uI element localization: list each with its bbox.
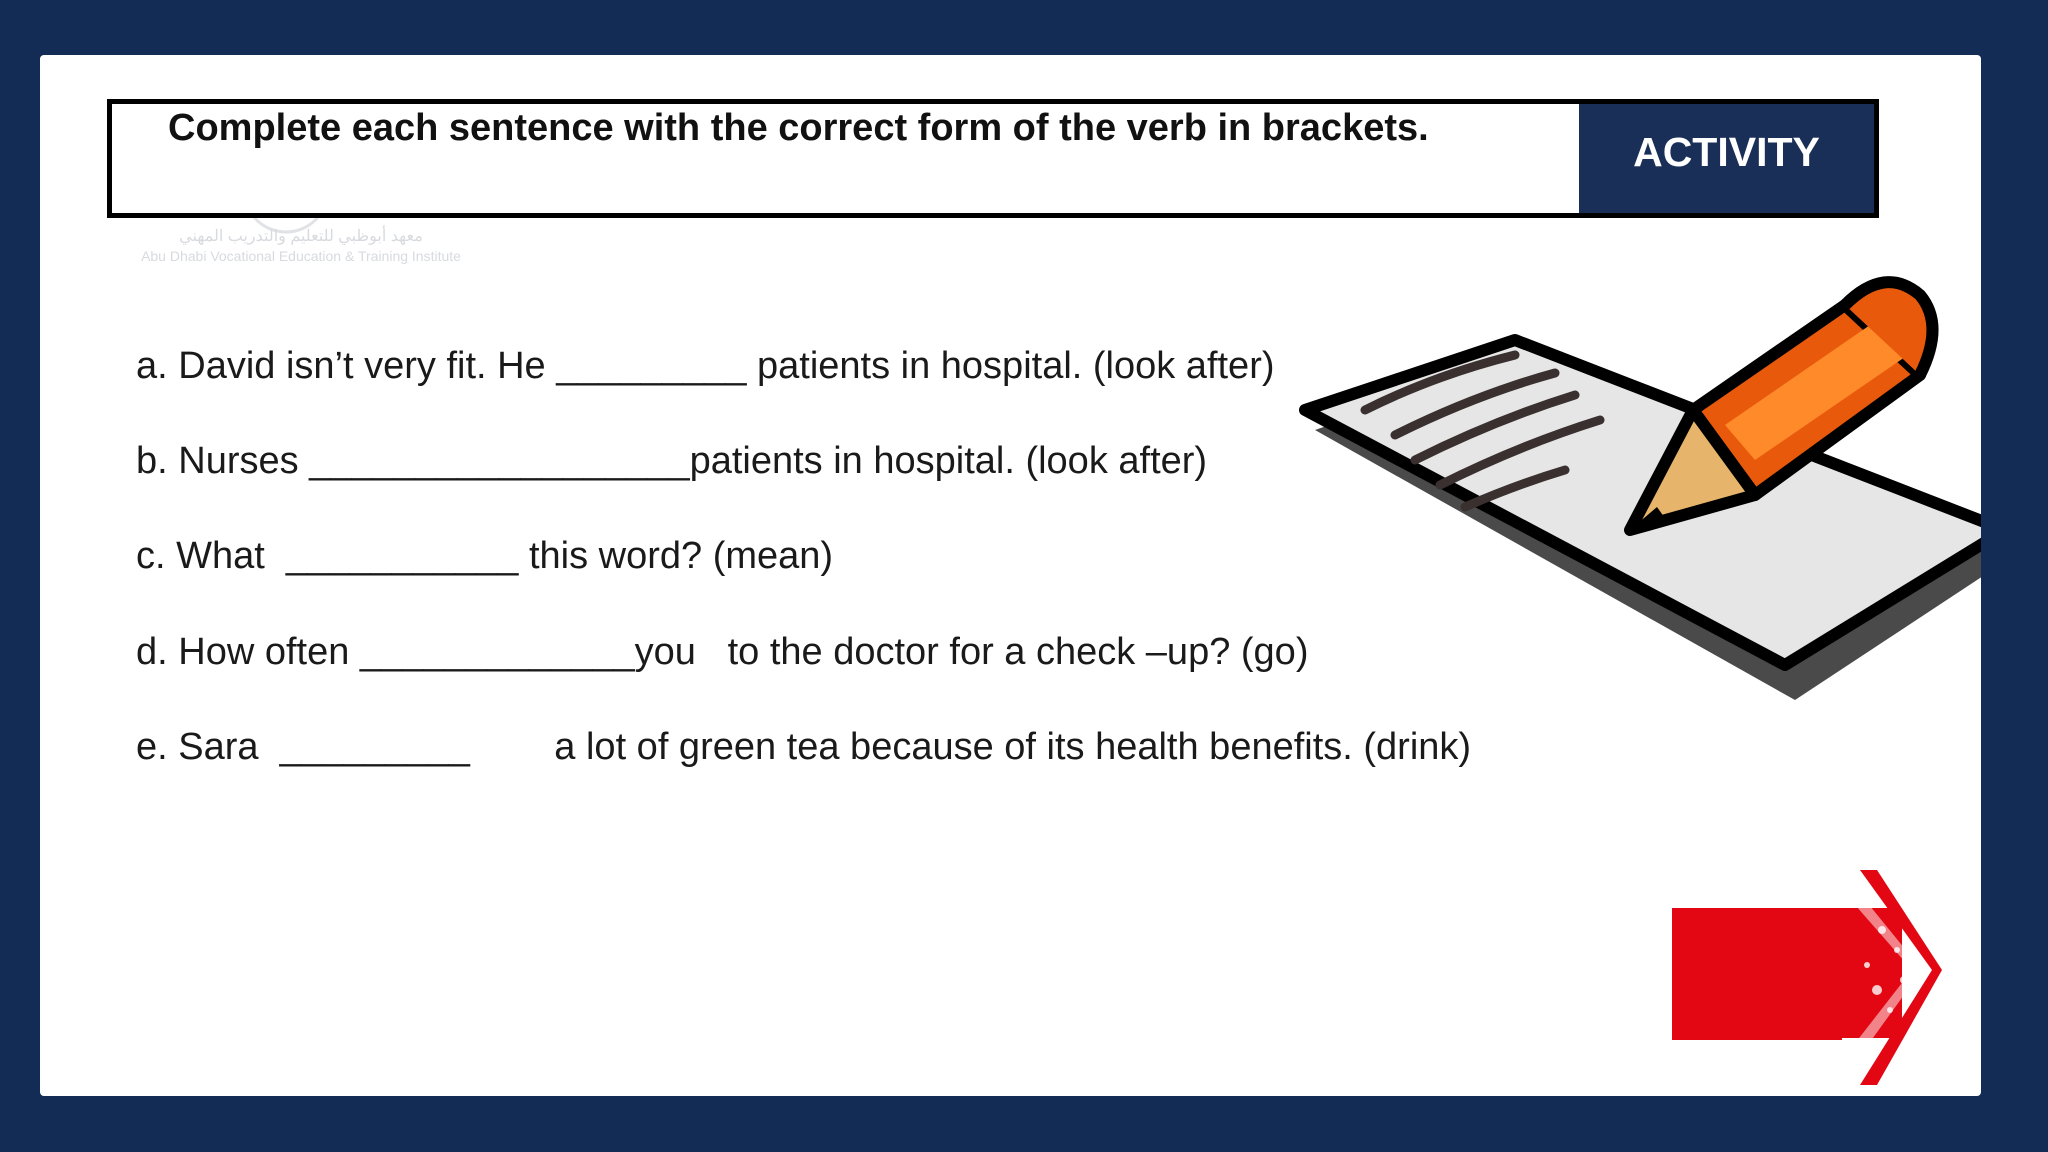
sentence-d: d. How often _____________you to the doctor for a check –up? (go): [136, 631, 1309, 673]
sentence-c: c. What ___________ this word? (mean): [136, 535, 834, 577]
pencil-writing-paper-icon: [1285, 245, 1981, 705]
slide: [40, 55, 1981, 1096]
instruction-text: Complete each sentence with the correct form of the verb in brackets.: [168, 107, 1429, 149]
next-arrow-icon[interactable]: [1672, 870, 1952, 1090]
sentence-b: b. Nurses __________________patients in hospital. (look after): [136, 440, 1208, 482]
sentence-e: e. Sara _________ a lot of green tea because of its health benefits. (drink): [136, 726, 1472, 768]
activity-tab: ACTIVITY: [1579, 104, 1874, 213]
watermark-english: Abu Dhabi Vocational Education & Training Institute: [141, 248, 461, 264]
watermark-arabic: معهد أبوظبي للتعليم والتدريب المهني: [179, 228, 423, 245]
sentence-a: a. David isn’t very fit. He _________ patients in hospital. (look after): [136, 345, 1275, 387]
